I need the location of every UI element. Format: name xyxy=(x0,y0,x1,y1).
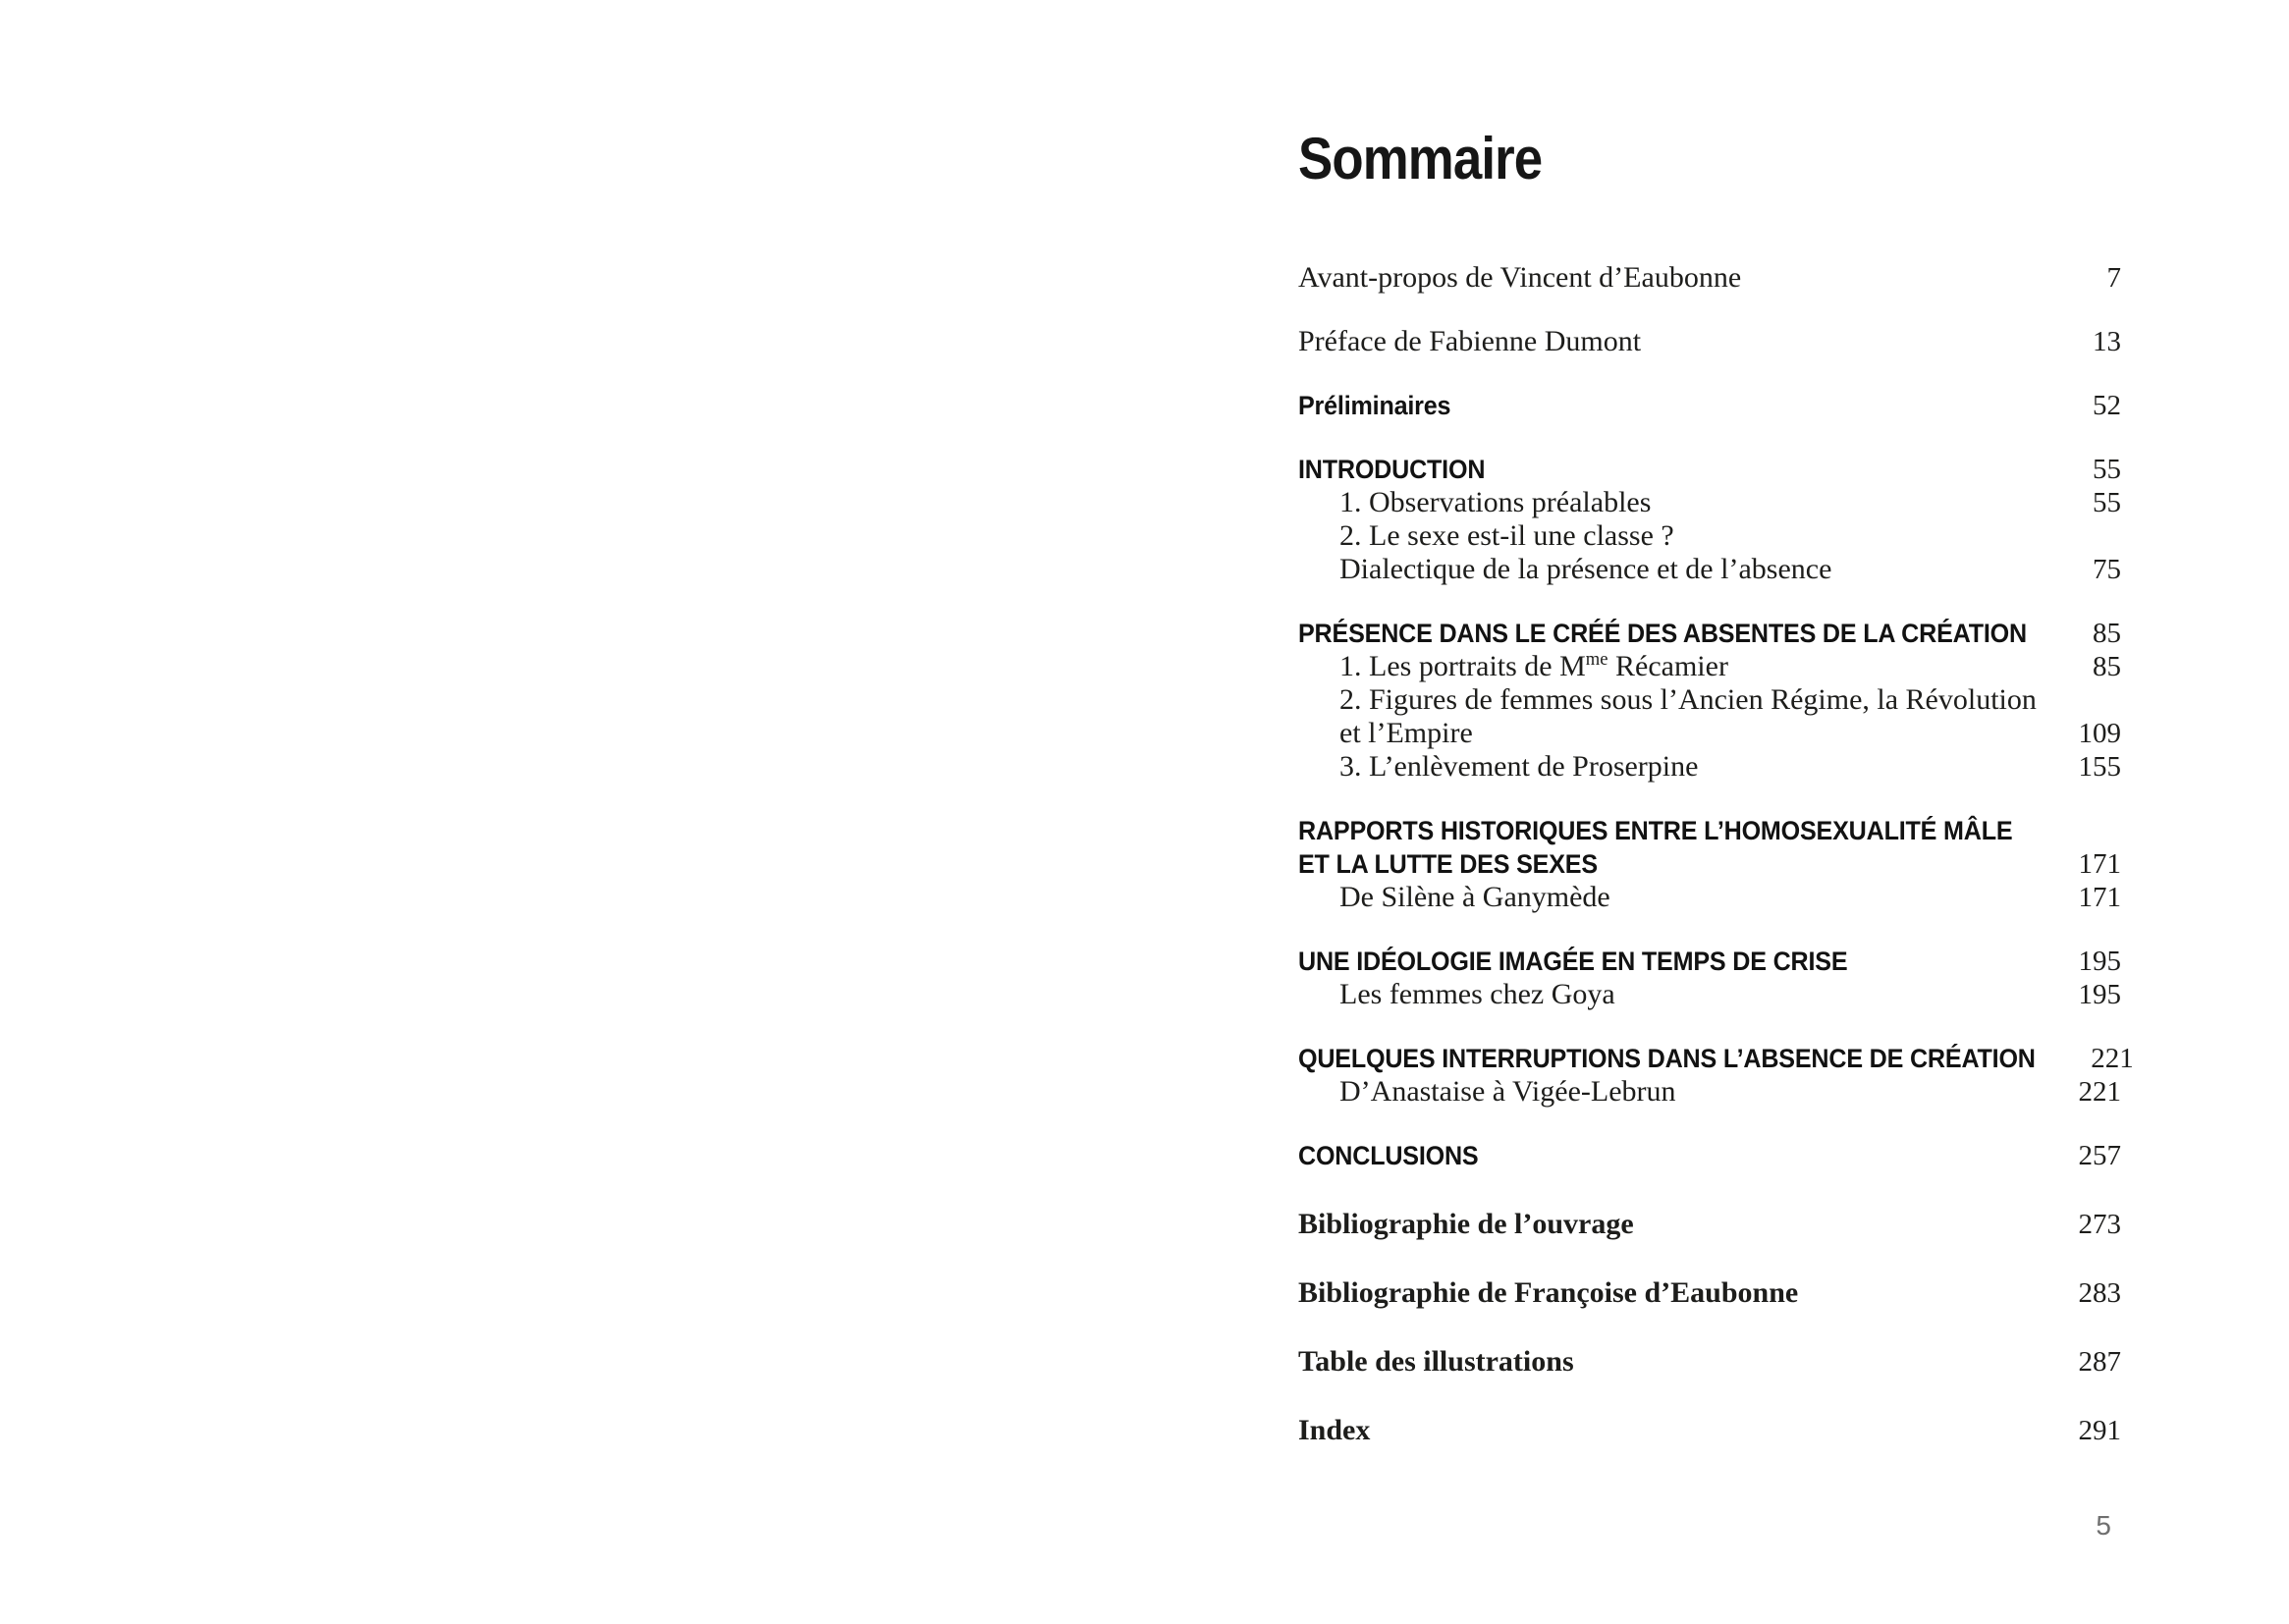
toc-entry-page: 55 xyxy=(2093,454,2121,485)
toc-entry-label: De Silène à Ganymède xyxy=(1339,881,1610,913)
toc-entry-page: 221 xyxy=(2091,1043,2134,1074)
toc-entry-page: 171 xyxy=(2078,848,2121,880)
toc-entry xyxy=(1298,847,2121,881)
toc-entry xyxy=(1298,717,2121,750)
toc-entry-label-superscript: me xyxy=(1585,649,1608,670)
toc-entry-page: 171 xyxy=(2078,882,2121,913)
toc-entry xyxy=(1298,261,2121,295)
toc-entry-label: D’Anastaise à Vigée-Lebrun xyxy=(1339,1075,1676,1108)
toc-entry-page: 291 xyxy=(2078,1415,2121,1446)
toc-entry-page: 85 xyxy=(2093,618,2121,649)
toc-entry xyxy=(1298,1345,2121,1379)
toc-entry xyxy=(1298,1208,2121,1241)
toc-entry xyxy=(1298,750,2121,784)
toc-entry-label: UNE IDÉOLOGIE IMAGÉE EN TEMPS DE CRISE xyxy=(1298,947,1848,976)
toc-entry-label: RAPPORTS HISTORIQUES ENTRE L’HOMOSEXUALITÉ MÂLE xyxy=(1298,816,2013,845)
toc-entry-page: 195 xyxy=(2078,979,2121,1010)
toc-entry xyxy=(1298,453,2121,486)
toc-entry-label: Dialectique de la présence et de l’absence xyxy=(1339,553,1832,585)
toc-entry-label: 1. Observations préalables xyxy=(1339,486,1652,518)
toc-entry-page: 273 xyxy=(2078,1209,2121,1240)
toc-entry-page: 155 xyxy=(2078,751,2121,783)
toc-entry-page: 7 xyxy=(2106,262,2121,294)
toc-entry-page: 85 xyxy=(2093,651,2121,682)
toc-entry-page: 195 xyxy=(2078,946,2121,977)
toc-entry-label: Table des illustrations xyxy=(1298,1345,1574,1378)
toc-entry xyxy=(1298,650,2121,683)
toc-entry xyxy=(1298,553,2121,586)
toc-entry-page: 55 xyxy=(2093,487,2121,518)
toc-entry xyxy=(1298,683,2121,717)
toc-entry-page: 75 xyxy=(2093,554,2121,585)
toc-entry xyxy=(1298,617,2121,650)
toc-entry-label: Les femmes chez Goya xyxy=(1339,978,1615,1010)
toc-entry-label: Bibliographie de l’ouvrage xyxy=(1298,1208,1634,1240)
toc-entry xyxy=(1298,978,2121,1011)
toc-entry-label: INTRODUCTION xyxy=(1298,455,1486,484)
toc-entry-label-post: Récamier xyxy=(1608,650,1728,682)
toc-entry-page: 221 xyxy=(2078,1076,2121,1108)
toc-entry xyxy=(1298,881,2121,914)
toc-entry-label: et l’Empire xyxy=(1339,717,1473,749)
toc-entry xyxy=(1298,1414,2121,1447)
toc-entry xyxy=(1298,389,2121,422)
toc-entry xyxy=(1298,325,2121,358)
toc-entry-page: 287 xyxy=(2078,1346,2121,1378)
toc-entry xyxy=(1298,814,2121,847)
toc-entry-label: QUELQUES INTERRUPTIONS DANS L’ABSENCE DE CRÉATION xyxy=(1298,1044,2036,1073)
toc-entry xyxy=(1298,945,2121,978)
toc-entry xyxy=(1298,1042,2134,1075)
toc-entry-label: 2. Le sexe est-il une classe ? xyxy=(1339,519,1674,552)
toc-entry-page: 109 xyxy=(2078,718,2121,749)
toc-entry-label xyxy=(1298,650,1728,683)
toc-list xyxy=(1298,261,2134,1447)
toc-entry-label-pre: 1. Les portraits de M xyxy=(1339,650,1586,682)
toc-entry xyxy=(1298,486,2121,519)
toc-entry-page: 13 xyxy=(2093,326,2121,357)
toc-entry xyxy=(1298,1075,2121,1109)
toc-entry-label: 3. L’enlèvement de Proserpine xyxy=(1339,750,1699,783)
toc-entry xyxy=(1298,1139,2121,1172)
toc-entry-label: CONCLUSIONS xyxy=(1298,1141,1479,1170)
page-number: 5 xyxy=(2096,1510,2111,1541)
toc-entry-page: 283 xyxy=(2078,1277,2121,1309)
toc-entry-label: PRÉSENCE DANS LE CRÉÉ DES ABSENTES DE LA CRÉATION xyxy=(1298,619,2027,648)
toc-entry-label: Préliminaires xyxy=(1298,391,1451,420)
toc-entry xyxy=(1298,519,2121,553)
page-title: Sommaire xyxy=(1298,126,1543,191)
toc-page xyxy=(1298,0,2134,1447)
toc-entry-label: Bibliographie de Françoise d’Eaubonne xyxy=(1298,1276,1799,1309)
toc-entry-label: ET LA LUTTE DES SEXES xyxy=(1298,849,1598,879)
toc-entry-page: 52 xyxy=(2093,390,2121,421)
toc-entry xyxy=(1298,1276,2121,1310)
toc-entry-page: 257 xyxy=(2078,1140,2121,1171)
toc-entry-label: Préface de Fabienne Dumont xyxy=(1298,325,1642,357)
toc-entry-label: Index xyxy=(1298,1414,1371,1446)
toc-entry-label: 2. Figures de femmes sous l’Ancien Régime, la Révolution xyxy=(1339,683,2037,716)
toc-entry-label: Avant-propos de Vincent d’Eaubonne xyxy=(1298,261,1742,294)
